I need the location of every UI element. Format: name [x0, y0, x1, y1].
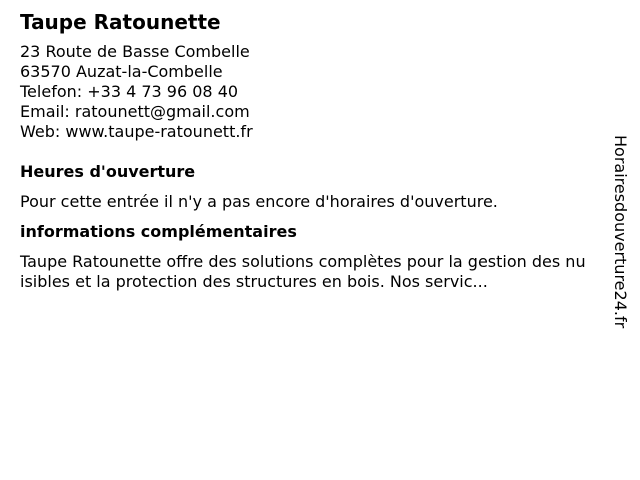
web-line — [20, 122, 590, 142]
additional-info-heading: informations complémentaires — [20, 222, 297, 241]
address-street: 23 Route de Basse Combelle — [20, 42, 250, 61]
phone-label: Telefon: — [20, 82, 88, 101]
phone-number[interactable]: +33 4 73 96 08 40 — [87, 82, 239, 101]
address-city: 63570 Auzat-la-Combelle — [20, 62, 223, 81]
business-name: Taupe Ratounette — [20, 10, 221, 34]
web-label: Web: — [20, 122, 66, 141]
opening-hours-text: Pour cette entrée il n'y a pas encore d'horaires d'ouverture. — [20, 192, 498, 211]
additional-info-text: Taupe Ratounette offre des solutions complètes pour la gestion des nuisibles et la protection des structures en bois. Nos servic... — [20, 252, 586, 291]
business-card — [20, 9, 590, 292]
opening-hours-heading: Heures d'ouverture — [20, 162, 196, 181]
email-line — [20, 102, 590, 122]
phone-line — [20, 82, 590, 102]
site-watermark: Horairesdouverture24.fr — [611, 135, 630, 329]
email-address[interactable]: ratounett@gmail.com — [74, 102, 250, 121]
email-label: Email: — [20, 102, 75, 121]
website-link[interactable]: www.taupe-ratounett.fr — [65, 122, 253, 141]
